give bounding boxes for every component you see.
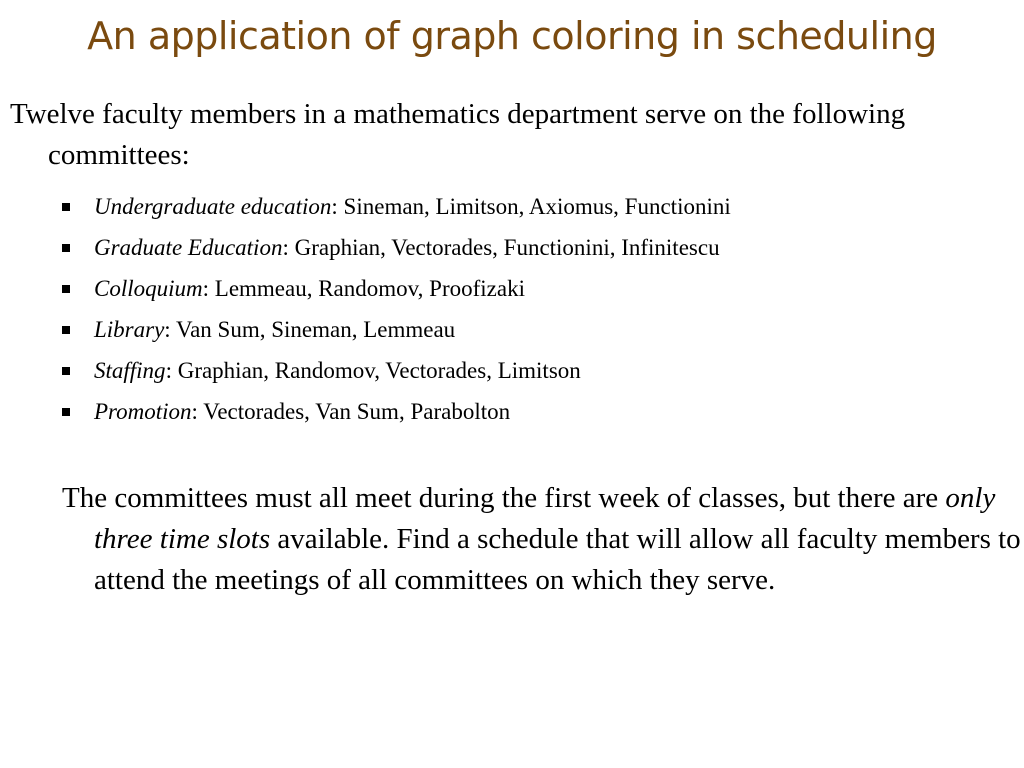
committee-name: Colloquium <box>94 276 203 301</box>
square-bullet-icon <box>62 285 70 293</box>
committee-members: : Graphian, Randomov, Vectorades, Limitson <box>165 358 581 383</box>
outro-text-after: available. Find a schedule that will allow all faculty members to attend the meetings of all committees on which they serve. <box>94 523 1021 596</box>
committee-item-undergraduate-education <box>62 186 1002 227</box>
committee-name: Promotion <box>94 399 192 424</box>
outro-paragraph <box>62 478 1024 601</box>
committee-name: Undergraduate education <box>94 194 332 219</box>
committee-name: Staffing <box>94 358 166 383</box>
committee-item-staffing <box>62 350 1002 391</box>
intro-paragraph: Twelve faculty members in a mathematics department serve on the following committees: <box>10 98 906 171</box>
committee-members: : Vectorades, Van Sum, Parabolton <box>191 399 511 424</box>
committee-name: Library <box>94 317 165 342</box>
committee-item-library <box>62 309 1002 350</box>
square-bullet-icon <box>62 408 70 416</box>
square-bullet-icon <box>62 326 70 334</box>
square-bullet-icon <box>62 203 70 211</box>
committee-members: : Sineman, Limitson, Axiomus, Functionini <box>331 194 731 219</box>
committee-members: : Lemmeau, Randomov, Proofizaki <box>202 276 525 301</box>
square-bullet-icon <box>62 244 70 252</box>
committee-item-colloquium <box>62 268 1002 309</box>
committee-list <box>62 186 1002 432</box>
slide-title: An application of graph coloring in scheduling <box>87 14 937 58</box>
committee-name: Graduate Education <box>94 235 283 260</box>
committee-members: : Graphian, Vectorades, Functionini, Infinitescu <box>282 235 720 260</box>
committee-item-graduate-education <box>62 227 1002 268</box>
outro-emphasis: only three time slots <box>94 482 996 555</box>
committee-members: : Van Sum, Sineman, Lemmeau <box>164 317 456 342</box>
outro-text-before: The committees must all meet during the first week of classes, but there are <box>62 482 946 514</box>
committee-item-promotion <box>62 391 1002 432</box>
square-bullet-icon <box>62 367 70 375</box>
